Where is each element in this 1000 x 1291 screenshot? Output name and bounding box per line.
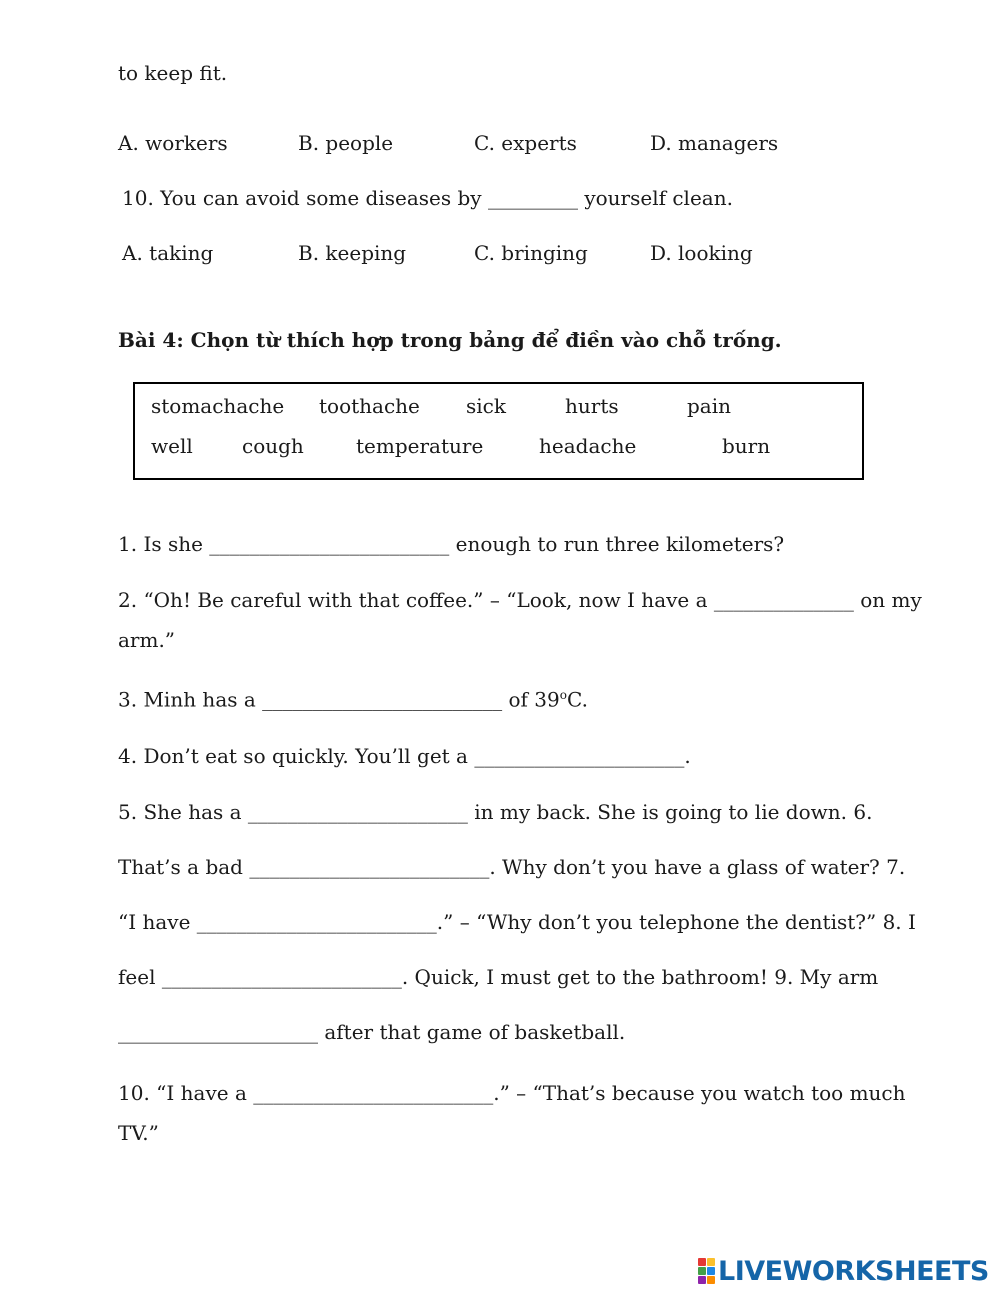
sentence-6: That’s a bad ________________________. Why don’t you have a glass of water? 7.: [118, 855, 906, 879]
q9-stem-end: to keep fit.: [118, 61, 228, 85]
word-toothache: toothache: [319, 394, 420, 418]
word-headache: headache: [539, 434, 637, 458]
word-hurts: hurts: [565, 394, 619, 418]
liveworksheets-logo: [698, 1257, 989, 1285]
sentence-7: “I have ________________________.” – “Why don’t you telephone the dentist?” 8. I: [118, 910, 916, 934]
logo-block: [707, 1258, 715, 1266]
word-temperature: temperature: [356, 434, 484, 458]
word-sick: sick: [466, 394, 506, 418]
q10-stem: 10. You can avoid some diseases by _________ yourself clean.: [122, 186, 733, 210]
sentence-1: 1. Is she ________________________ enough to run three kilometers?: [118, 532, 785, 556]
logo-mark-icon: [698, 1258, 715, 1284]
logo-block: [707, 1276, 715, 1284]
section4-title: Bài 4: Chọn từ thích hợp trong bảng để điền vào chỗ trống.: [118, 328, 782, 352]
q10-option-c[interactable]: C. bringing: [474, 241, 588, 265]
q9-option-b[interactable]: B. people: [298, 131, 394, 155]
word-burn: burn: [722, 434, 771, 458]
logo-block: [698, 1276, 706, 1284]
sentence-2-line2: arm.”: [118, 628, 176, 652]
logo-block: [707, 1267, 715, 1275]
sentence-3-unit: C.: [566, 687, 588, 712]
sentence-9: ____________________ after that game of basketball.: [118, 1020, 626, 1044]
logo-text: LIVEWORKSHEETS: [718, 1255, 989, 1287]
sentence-3-text: 3. Minh has a ________________________ of 39: [118, 687, 560, 712]
sentence-4: 4. Don’t eat so quickly. You’ll get a _____________________.: [118, 744, 691, 768]
word-stomachache: stomachache: [151, 394, 285, 418]
q10-option-a[interactable]: A. taking: [122, 241, 214, 265]
word-well: well: [151, 434, 193, 458]
sentence-3: [118, 689, 588, 710]
sentence-8: feel ________________________. Quick, I must get to the bathroom! 9. My arm: [118, 965, 879, 989]
q9-option-a[interactable]: A. workers: [118, 131, 228, 155]
q10-option-d[interactable]: D. looking: [650, 241, 753, 265]
logo-block: [698, 1267, 706, 1275]
q10-option-b[interactable]: B. keeping: [298, 241, 407, 265]
q9-option-d[interactable]: D. managers: [650, 131, 779, 155]
sentence-10-line1: 10. “I have a ________________________.” – “That’s because you watch too much: [118, 1081, 906, 1105]
degree-sign: o: [559, 688, 567, 702]
word-cough: cough: [242, 434, 304, 458]
sentence-10-line2: TV.”: [118, 1121, 159, 1145]
sentence-2-line1: 2. “Oh! Be careful with that coffee.” – “Look, now I have a ______________ on my: [118, 588, 922, 612]
logo-block: [698, 1258, 706, 1266]
q9-option-c[interactable]: C. experts: [474, 131, 577, 155]
word-pain: pain: [687, 394, 732, 418]
sentence-5: 5. She has a ______________________ in my back. She is going to lie down. 6.: [118, 800, 873, 824]
